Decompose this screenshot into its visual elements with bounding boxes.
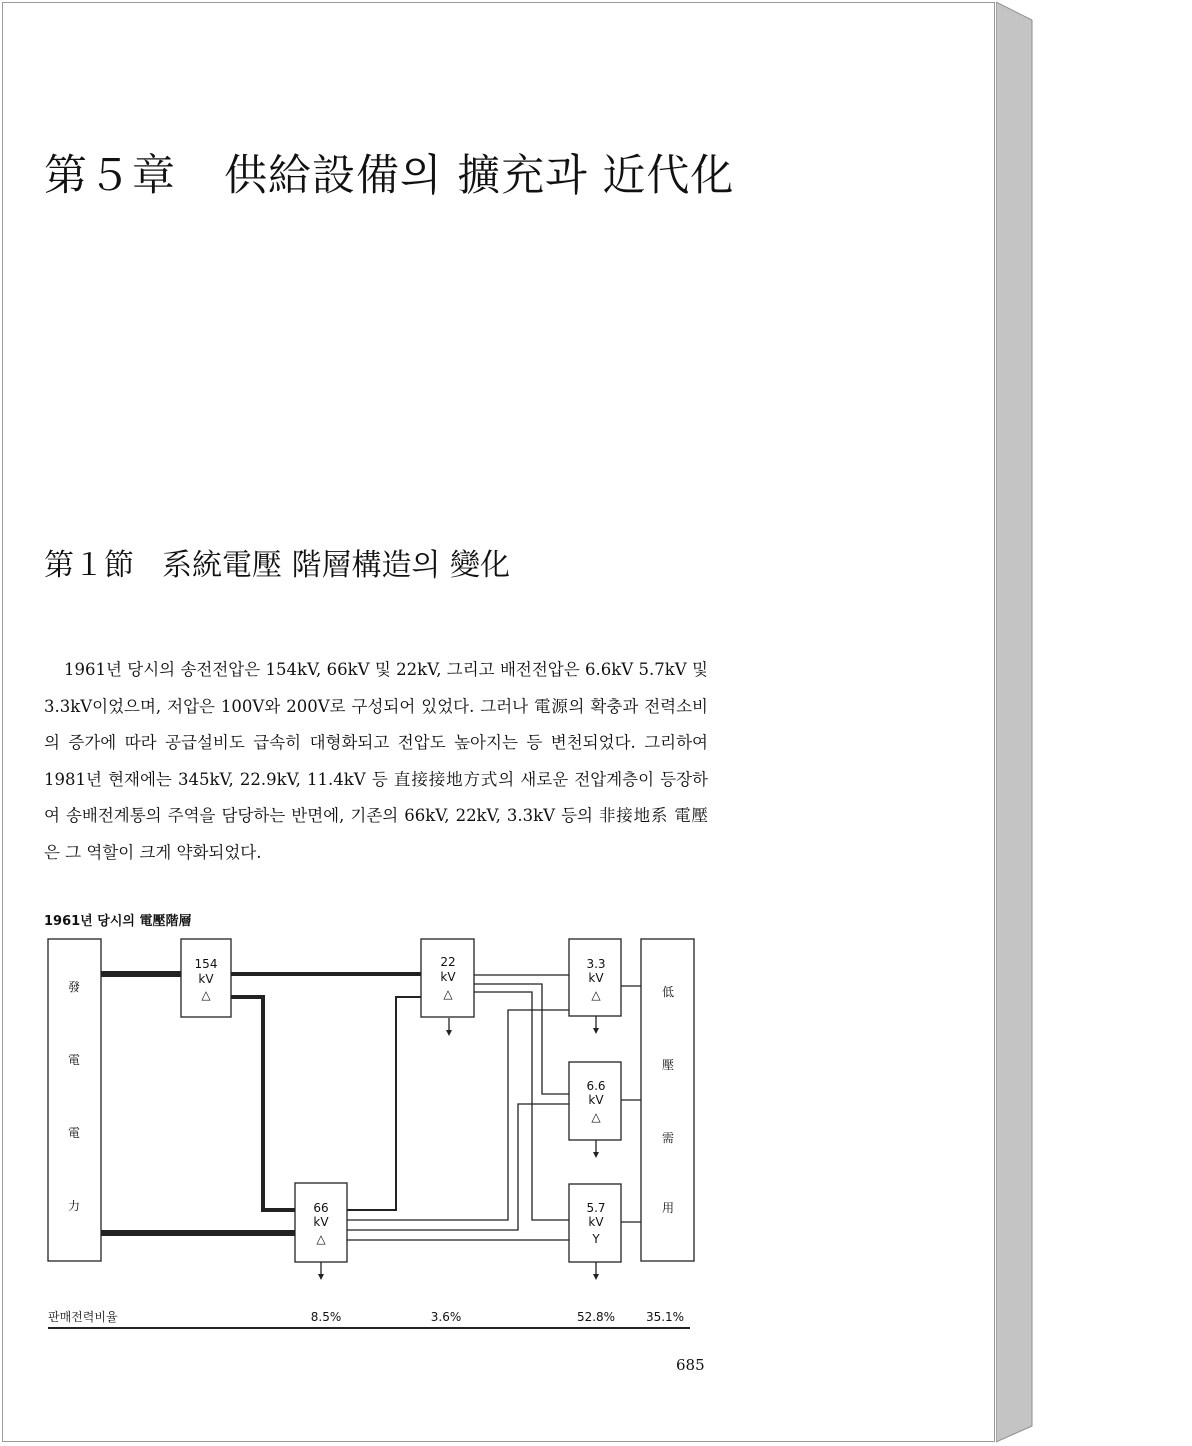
node-22kv [421, 939, 474, 1017]
node-3.3kv [569, 939, 621, 1016]
node-154kv-unit: kV [198, 972, 214, 986]
node-154kv-connection: △ [201, 988, 211, 1002]
node-154kv [181, 939, 231, 1017]
arrow-heads [318, 1028, 599, 1280]
node-66kv [295, 1183, 347, 1262]
node-22kv-connection: △ [443, 987, 453, 1001]
sink-label-1: 低 [661, 985, 675, 999]
thick-lines [101, 974, 421, 1233]
node-66kv-value: 66 [313, 1201, 329, 1215]
ratio-22kv: 3.6% [430, 1310, 462, 1324]
ratio-low-voltage: 35.1% [645, 1310, 685, 1324]
node-154kv-value: 154 [194, 957, 218, 971]
section-number: 第１節 [44, 548, 134, 583]
node-22kv-value: 22 [440, 955, 456, 969]
section-name: 系統電壓 階層構造의 變化 [162, 548, 511, 583]
page-number: 685 [676, 1356, 705, 1374]
node-66kv-unit: kV [313, 1215, 329, 1229]
node-3.3kv-unit: kV [588, 971, 604, 985]
node-3.3kv-connection: △ [591, 988, 601, 1002]
low-voltage-demand-block [641, 939, 694, 1261]
sales-ratio-label: 판매전력비율 [48, 1310, 118, 1324]
page-edge-shadow [996, 2, 1036, 1444]
node-5.7kv [569, 1184, 621, 1262]
node-6.6kv-value: 6.6 [586, 1079, 606, 1093]
node-5.7kv-value: 5.7 [586, 1201, 606, 1215]
power-generation-block [48, 939, 101, 1261]
ratio-66kv: 8.5% [310, 1310, 342, 1324]
chapter-number: 第５章 [44, 151, 176, 201]
ratio-distribution: 52.8% [576, 1310, 616, 1324]
source-label-3: 電 [67, 1126, 81, 1140]
node-6.6kv-connection: △ [591, 1110, 601, 1124]
sales-ratio-row [48, 1309, 690, 1328]
node-6.6kv-unit: kV [588, 1093, 604, 1107]
sink-label-2: 壓 [661, 1058, 675, 1072]
body-paragraph: 1961년 당시의 송전전압은 154kV, 66kV 및 22kV, 그리고 배전전압은 6.6kV 5.7kV 및 3.3kV이었으며, 저압은 100V와 200V로 구성되어 있었다. 그러나 電源의 확충과 전력소비의 증가에 따라 공급설비도 급속히 대형화되고 전압도 높아지는 등 변천되었다. 그리하여 1981년 현재에는 345kV, 22.9kV, 11.4kV 등 直接接地方式의 새로운 전압계층이 등장하여 송배전계통의 주역을 담당하는 반면에, 기존의 66kV, 22kV, 3.3kV 등의 非接地系 電壓은 그 역할이 크게 약화되었다. [44, 660, 708, 862]
sink-label-4: 用 [661, 1201, 675, 1215]
chapter-name: 供給設備의 擴充과 近代化 [224, 151, 735, 201]
sink-label-3: 需 [661, 1131, 675, 1145]
node-22kv-unit: kV [440, 970, 456, 984]
node-66kv-connection: △ [316, 1232, 326, 1246]
source-label-4: 力 [67, 1199, 81, 1213]
node-5.7kv-connection: Y [592, 1232, 600, 1246]
node-6.6kv [569, 1062, 621, 1140]
figure-caption: 1961년 당시의 電壓階層 [44, 914, 192, 929]
node-5.7kv-unit: kV [588, 1215, 604, 1229]
source-label-1: 發 [67, 980, 81, 994]
source-label-2: 電 [67, 1053, 81, 1067]
node-3.3kv-value: 3.3 [586, 957, 606, 971]
